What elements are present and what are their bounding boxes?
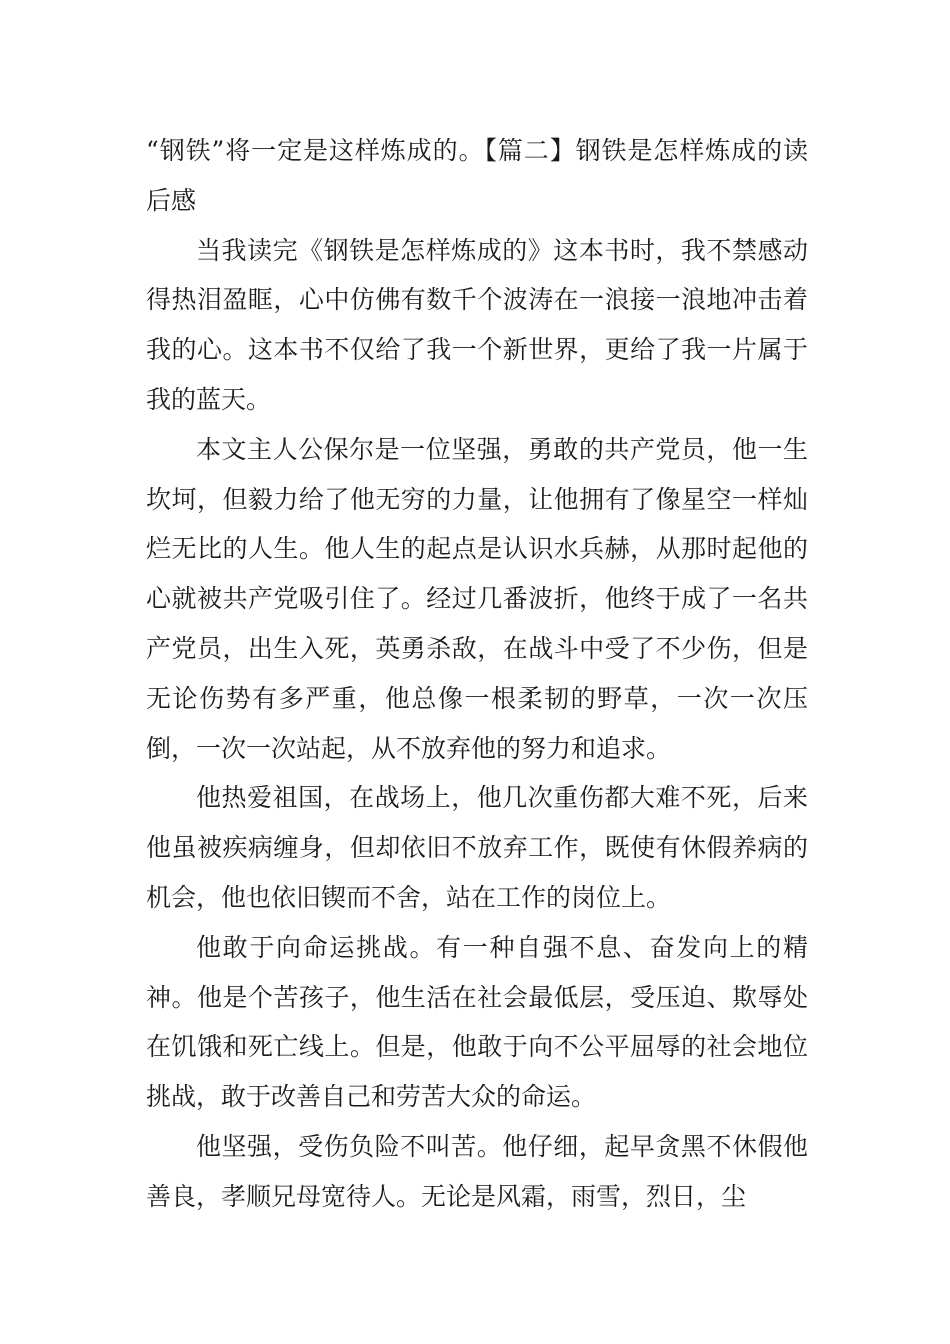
paragraph: 他敢于向命运挑战。有一种自强不息、奋发向上的精神。他是个苦孩子，他生活在社会最低层，受压迫、欺辱处在饥饿和死亡线上。但是，他敢于向不公平屈辱的社会地位挑战，敢于改善自己和劳苦大众的命运。 xyxy=(146,932,808,1112)
paragraph-heading-continuation: “钢铁”将一定是这样炼成的。【篇二】钢铁是怎样炼成的读后感 xyxy=(146,136,808,215)
paragraph: 当我读完《钢铁是怎样炼成的》这本书时，我不禁感动得热泪盈眶，心中仿佛有数千个波涛在一浪接一浪地冲击着我的心。这本书不仅给了我一个新世界，更给了我一片属于我的蓝天。 xyxy=(146,235,808,414)
paragraph: 他热爱祖国，在战场上，他几次重伤都大难不死，后来他虽被疾病缠身，但却依旧不放弃工作，既使有休假养病的机会，他也依旧锲而不舍，站在工作的岗位上。 xyxy=(146,783,808,912)
document-page xyxy=(146,126,808,1222)
paragraph: 本文主人公保尔是一位坚强，勇敢的共产党员，他一生坎坷，但毅力给了他无穷的力量，让他拥有了像星空一样灿烂无比的人生。他人生的起点是认识水兵赫，从那时起他的心就被共产党吸引住了。经过几番波折，他终于成了一名共产党员，出生入死，英勇杀敌，在战斗中受了不少伤，但是无论伤势有多严重，他总像一根柔韧的野草，一次一次压倒，一次一次站起，从不放弃他的努力和追求。 xyxy=(146,434,808,763)
paragraph: 他坚强，受伤负险不叫苦。他仔细，起早贪黑不休假他善良，孝顺兄母宽待人。无论是风霜，雨雪，烈日，尘 xyxy=(146,1131,808,1211)
